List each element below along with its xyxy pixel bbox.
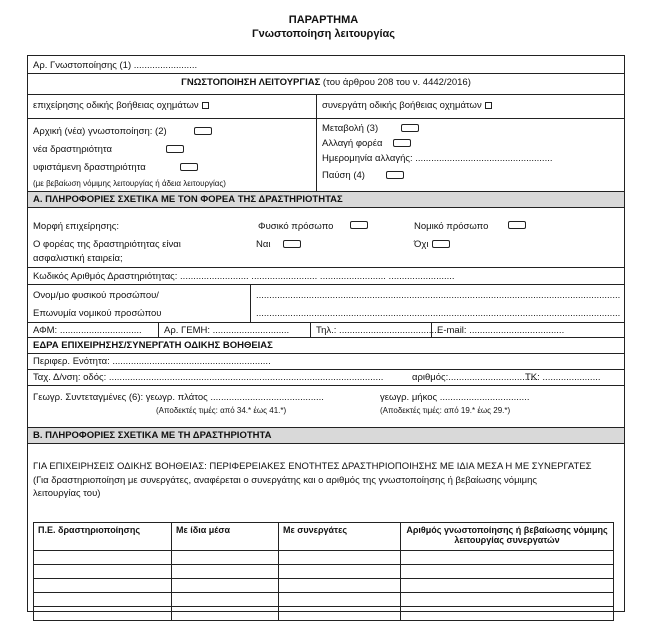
notification-number[interactable]: Αρ. Γνωστοποίησης (1) ........................ xyxy=(33,60,198,71)
change-date[interactable]: Ημερομηνία αλλαγής: .................................................... xyxy=(322,153,553,164)
change-box[interactable] xyxy=(401,124,419,132)
existing-activity-note: (με βεβαίωση νόμιμης λειτουργίας ή άδεια λειτουργίας) xyxy=(33,179,226,188)
legal-person-label: Νομικό πρόσωπο xyxy=(414,221,489,232)
table-cell[interactable] xyxy=(279,551,401,565)
table-cell[interactable] xyxy=(401,551,614,565)
business-form-label: Μορφή επιχείρησης: xyxy=(33,221,119,232)
table-cell[interactable] xyxy=(279,579,401,593)
section-b-heading: Β. ΠΛΗΡΟΦΟΡΙΕΣ ΣΧΕΤΙΚΑ ΜΕ ΤΗ ΔΡΑΣΤΗΡΙΟΤΗΤΑ xyxy=(33,430,272,441)
table-cell[interactable] xyxy=(172,565,279,579)
table-cell[interactable] xyxy=(279,607,401,621)
change-label: Μεταβολή (3) xyxy=(322,123,379,134)
initial-notification-label: Αρχική (νέα) γνωστοποίηση: (2) xyxy=(33,126,167,137)
longitude-note: (Αποδεκτές τιμές: από 19.* έως 29.*) xyxy=(380,406,511,415)
main-heading: ΓΝΩΣΤΟΠΟΙΗΣΗ ΛΕΙΤΟΥΡΓΙΑΣ (του άρθρου 208 του ν. 4442/2016) xyxy=(181,77,471,88)
table-cell[interactable] xyxy=(279,565,401,579)
table-row xyxy=(34,551,614,565)
pause-label: Παύση (4) xyxy=(322,170,365,181)
table-cell[interactable] xyxy=(172,551,279,565)
col-header-partners: Με συνεργάτες xyxy=(279,523,401,551)
company-label: Επωνυμία νομικού προσώπου xyxy=(33,308,162,319)
name-label: Ονομ/μο φυσικού προσώπου/ xyxy=(33,290,159,301)
street-field[interactable]: Ταχ. Δ/νση: οδός: ........................................................................................................ xyxy=(33,372,384,383)
new-activity-label: νέα δραστηριότητα xyxy=(33,144,113,155)
page-subtitle: Γνωστοποίηση λειτουργίας xyxy=(251,28,396,40)
table-row xyxy=(34,593,614,607)
existing-activity-label: υφιστάμενη δραστηριότητα xyxy=(33,162,146,173)
latitude-note: (Αποδεκτές τιμές: από 34.* έως 41.*) xyxy=(156,406,287,415)
section-b-note-line2: λειτουργίας του) xyxy=(33,488,101,499)
new-activity-box[interactable] xyxy=(166,145,184,153)
table-cell[interactable] xyxy=(34,551,172,565)
table-cell[interactable] xyxy=(401,607,614,621)
table-row xyxy=(34,579,614,593)
latitude-field[interactable]: Γεωγρ. Συντεταγμένες (6): γεωγρ. πλάτος ........................................... xyxy=(33,392,324,403)
table-cell[interactable] xyxy=(34,565,172,579)
seat-heading: ΕΔΡΑ ΕΠΙΧΕΙΡΗΣΗΣ/ΣΥΝΕΡΓΑΤΗ ΟΔΙΚΗΣ ΒΟΗΘΕΙΑΣ xyxy=(33,340,273,351)
email-field[interactable]: E-mail: .................................... xyxy=(437,325,565,336)
no-label: Όχι xyxy=(414,239,429,250)
table-cell[interactable] xyxy=(172,607,279,621)
table-cell[interactable] xyxy=(401,579,614,593)
table-cell[interactable] xyxy=(279,593,401,607)
table-cell[interactable] xyxy=(34,607,172,621)
checkbox-business[interactable] xyxy=(202,102,209,109)
change-operator-label: Αλλαγή φορέα xyxy=(322,138,383,149)
table-header-row xyxy=(34,523,614,551)
col-header-own-means: Με ίδια μέσα xyxy=(172,523,279,551)
insured-question-line1: Ο φορέας της δραστηριότητας είναι xyxy=(33,239,181,250)
col-header-region: Π.Ε. δραστηριοποίησης xyxy=(34,523,172,551)
natural-person-box[interactable] xyxy=(350,221,368,229)
number-field[interactable]: αριθμός:.................................. xyxy=(412,372,539,383)
afm-field[interactable]: ΑΦΜ: ............................... xyxy=(33,325,142,336)
checkbox-partner[interactable] xyxy=(485,102,492,109)
table-cell[interactable] xyxy=(401,593,614,607)
no-box[interactable] xyxy=(432,240,450,248)
change-operator-box[interactable] xyxy=(393,139,411,147)
postcode-field[interactable]: ΤΚ: ...................... xyxy=(525,372,601,383)
table-cell[interactable] xyxy=(172,579,279,593)
col-header-partner-number: Αριθμός γνωστοποίησης ή βεβαίωσης νόμιμης λειτουργίας συνεργατών xyxy=(401,523,614,551)
type-roadside-business[interactable]: επιχείρησης οδικής βοήθειας οχημάτων xyxy=(33,100,209,111)
pause-box[interactable] xyxy=(386,171,404,179)
table-cell[interactable] xyxy=(401,565,614,579)
name-field[interactable]: .......................................................................................................................................... xyxy=(256,290,621,301)
phone-field[interactable]: Τηλ.: ....................................... xyxy=(316,325,442,336)
existing-activity-box[interactable] xyxy=(180,163,198,171)
insured-question-line2: ασφαλιστική εταιρεία; xyxy=(33,253,123,264)
table-cell[interactable] xyxy=(34,593,172,607)
gemi-field[interactable]: Αρ. ΓΕΜΗ: ............................. xyxy=(164,325,290,336)
activity-code[interactable]: Κωδικός Αριθμός Δραστηριότητας: .......................... ......................... ......................... ......................... xyxy=(33,271,455,282)
longitude-field[interactable]: γεωγρ. μήκος .................................. xyxy=(380,392,530,403)
table-row xyxy=(34,607,614,621)
natural-person-label: Φυσικό πρόσωπο xyxy=(258,221,334,232)
section-a-heading: Α. ΠΛΗΡΟΦΟΡΙΕΣ ΣΧΕΤΙΚΑ ΜΕ ΤΟΝ ΦΟΡΕΑ ΤΗΣ ΔΡΑΣΤΗΡΙΟΤΗΤΑΣ xyxy=(33,194,343,205)
notification-form xyxy=(27,55,625,612)
section-b-note-line1: (Για δραστηριοποίηση με συνεργάτες, αναφέρεται ο συνεργάτης και ο αριθμός της γνωστοποίησης ή βεβαίωσης νόμιμης xyxy=(33,475,537,486)
legal-person-box[interactable] xyxy=(508,221,526,229)
section-b-intro: ΓΙΑ ΕΠΙΧΕΙΡΗΣΕΙΣ ΟΔΙΚΗΣ ΒΟΗΘΕΙΑΣ: ΠΕΡΙΦΕΡΕΙΑΚΕΣ ΕΝΟΤΗΤΕΣ ΔΡΑΣΤΗΡΙΟΠΟΙΗΣΗΣ ΜΕ ΙΔΙΑ ΜΕΣΑ Η ΜΕ ΣΥΝΕΡΓΑΤΕΣ xyxy=(33,461,592,472)
region-field[interactable]: Περιφερ. Ενότητα: ............................................................ xyxy=(33,356,271,367)
yes-label: Ναι xyxy=(256,239,271,250)
table-cell[interactable] xyxy=(172,593,279,607)
initial-notification-box[interactable] xyxy=(194,127,212,135)
table-row xyxy=(34,565,614,579)
activity-table xyxy=(33,522,614,621)
page-title: ΠΑΡΑΡΤΗΜΑ xyxy=(288,14,359,26)
type-roadside-partner[interactable]: συνεργάτη οδικής βοήθειας οχημάτων xyxy=(322,100,492,111)
company-field[interactable]: .......................................................................................................................................... xyxy=(256,308,621,319)
yes-box[interactable] xyxy=(283,240,301,248)
table-cell[interactable] xyxy=(34,579,172,593)
